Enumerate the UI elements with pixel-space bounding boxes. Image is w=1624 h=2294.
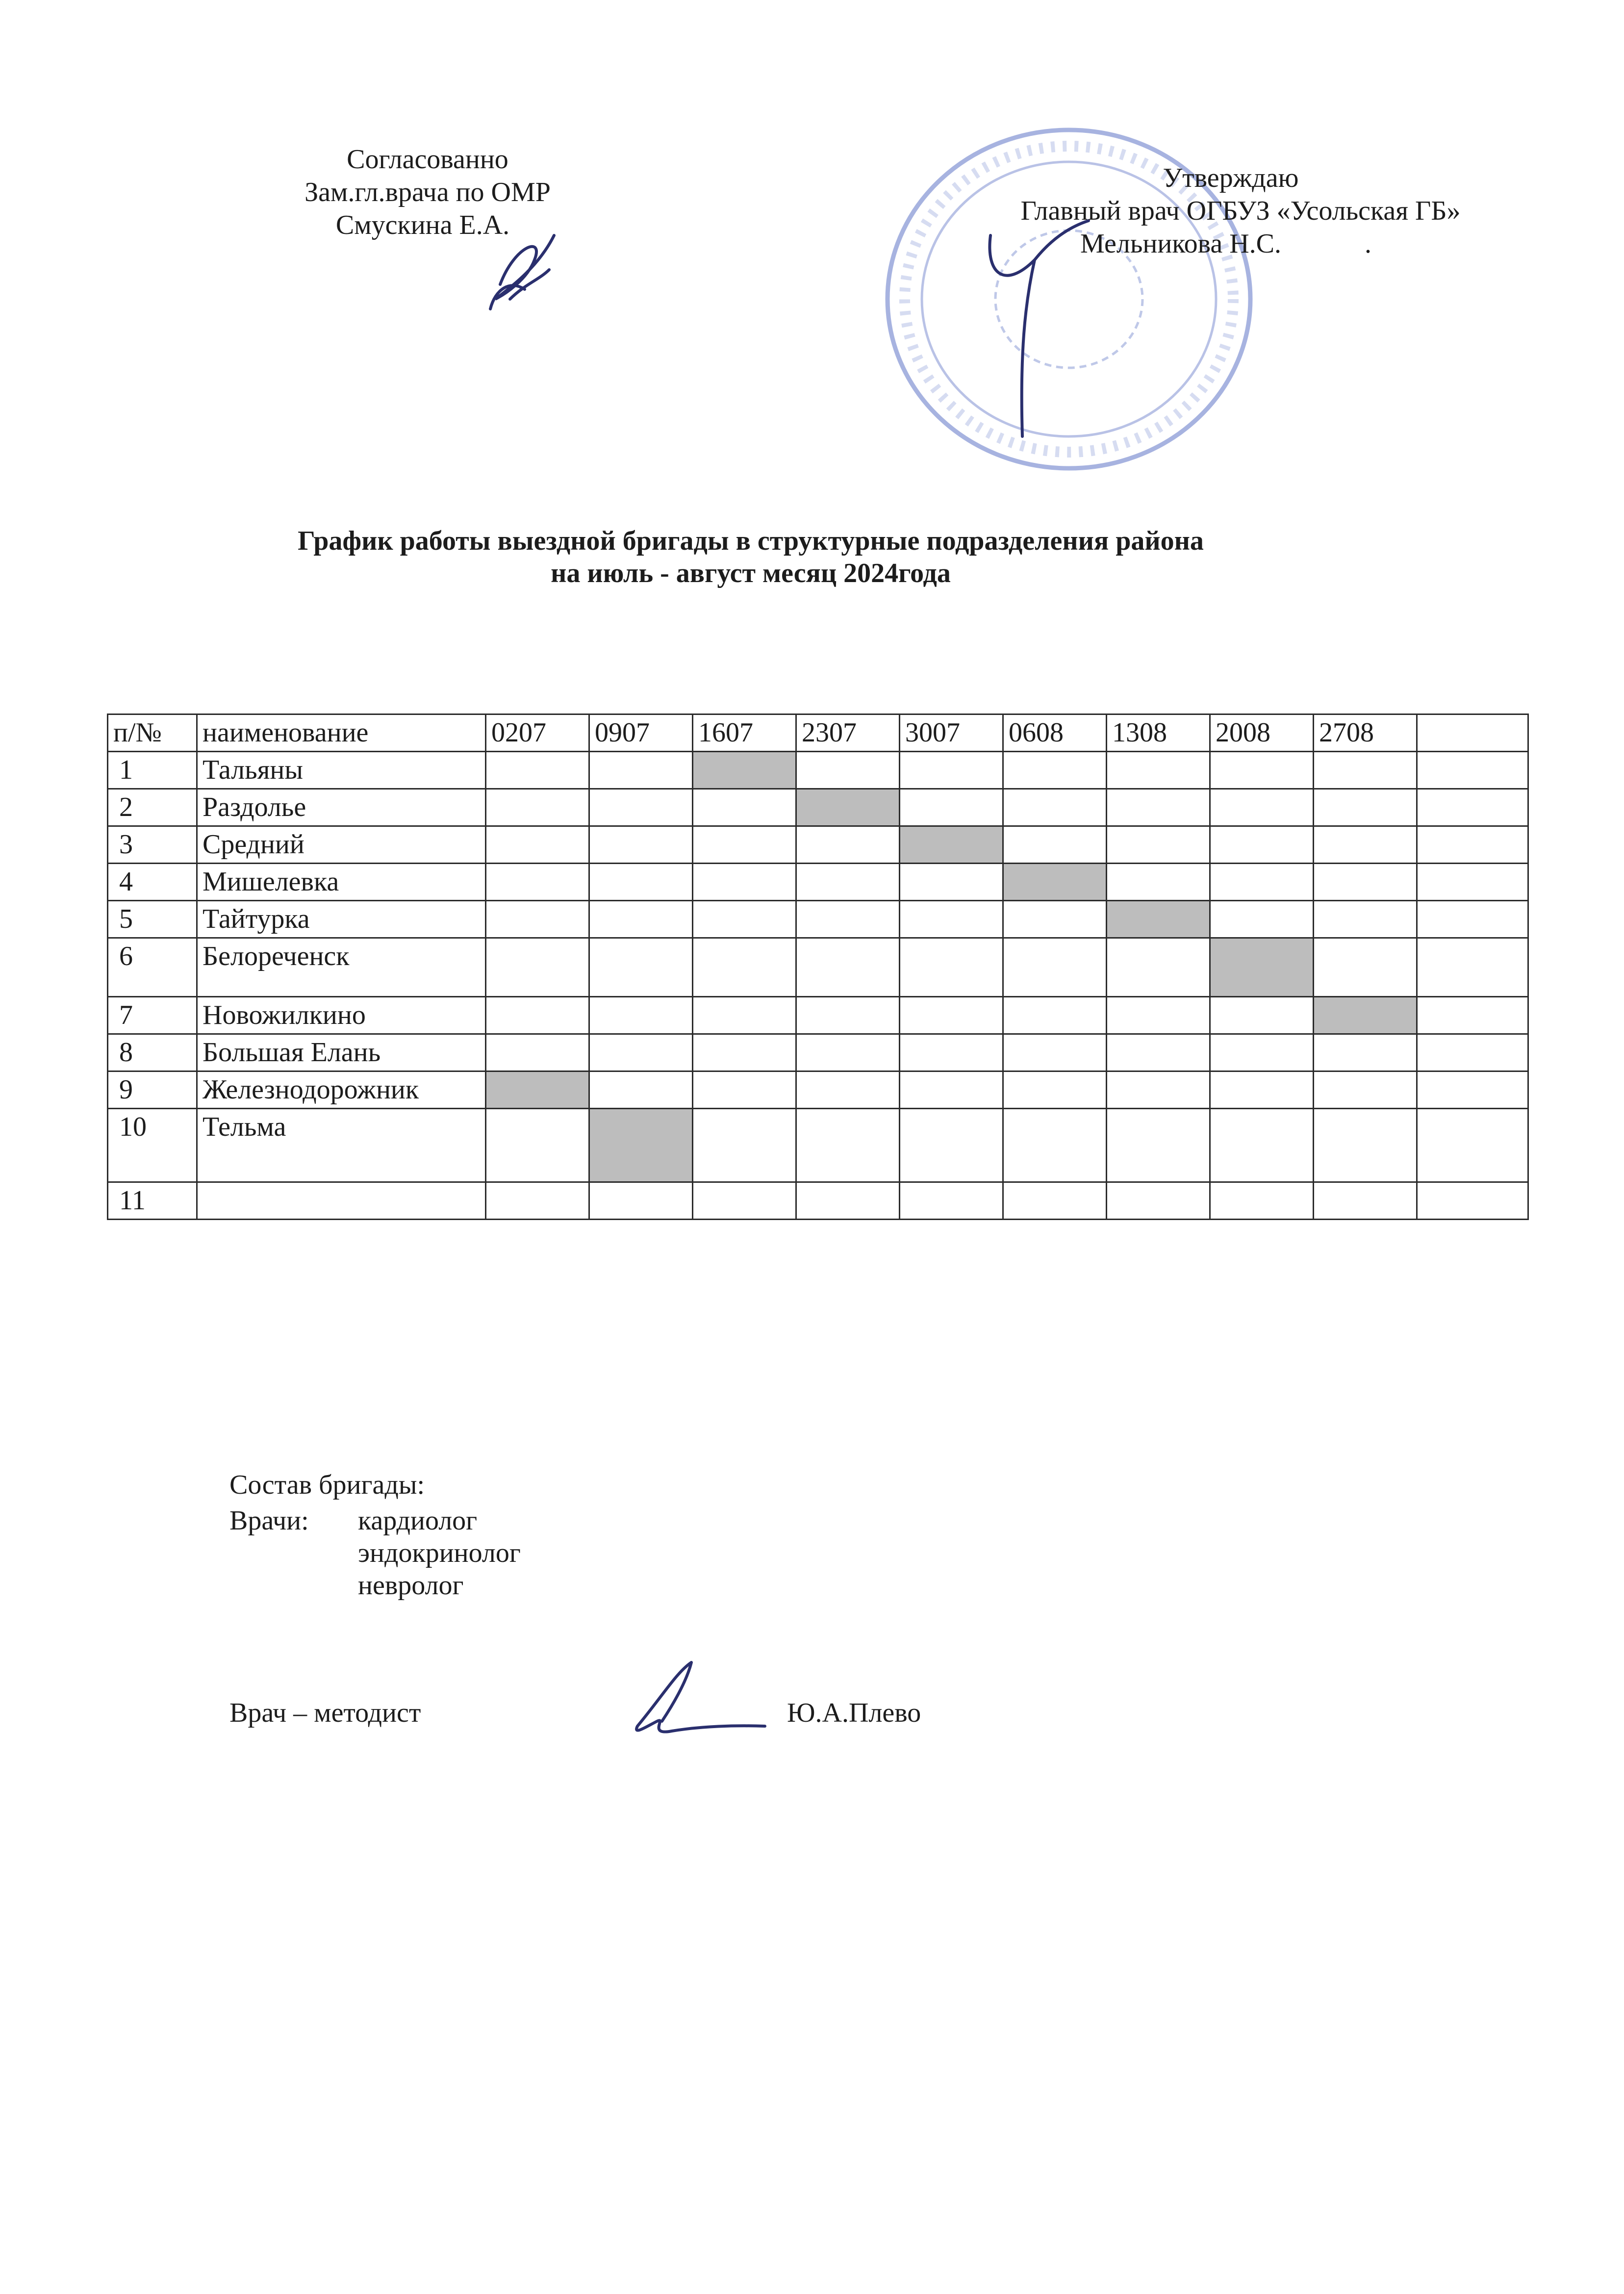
title-line2: на июль - август месяц 2024года [551, 558, 951, 588]
brigade-heading: Состав бригады: [229, 1470, 425, 1500]
schedule-cell [1210, 901, 1314, 938]
schedule-cell [796, 901, 900, 938]
approval-left-line2: Зам.гл.врача по ОМР [304, 177, 551, 207]
schedule-cell [1417, 901, 1528, 938]
schedule-cell [1003, 789, 1107, 826]
scheduled-visit-cell [796, 789, 900, 826]
schedule-cell [900, 1071, 1003, 1109]
row-name: Новожилкино [197, 997, 486, 1034]
header-date: 2708 [1314, 714, 1417, 752]
schedule-cell [589, 1034, 693, 1071]
schedule-cell [1210, 864, 1314, 901]
schedule-cell [693, 1182, 796, 1220]
schedule-cell [900, 901, 1003, 938]
table-row [108, 826, 1528, 864]
schedule-cell [900, 938, 1003, 997]
schedule-cell [1314, 1071, 1417, 1109]
approval-right-name: Мельникова Н.С. [1080, 229, 1282, 259]
schedule-cell [1107, 1071, 1210, 1109]
schedule-cell [796, 1182, 900, 1220]
schedule-cell [900, 1034, 1003, 1071]
schedule-cell [486, 1034, 589, 1071]
scheduled-visit-cell [693, 752, 796, 789]
schedule-cell [1314, 864, 1417, 901]
schedule-cell [1003, 1071, 1107, 1109]
schedule-cell [1210, 1182, 1314, 1220]
row-number: 9 [108, 1071, 197, 1109]
schedule-cell [1003, 938, 1107, 997]
schedule-cell [693, 826, 796, 864]
schedule-cell [1107, 997, 1210, 1034]
schedule-cell [1417, 938, 1528, 997]
schedule-cell [1003, 1034, 1107, 1071]
schedule-cell [1314, 938, 1417, 997]
row-name: Мишелевка [197, 864, 486, 901]
row-number: 11 [108, 1182, 197, 1220]
schedule-cell [486, 938, 589, 997]
schedule-cell [1107, 938, 1210, 997]
scheduled-visit-cell [1003, 864, 1107, 901]
scheduled-visit-cell [589, 1109, 693, 1182]
schedule-cell [693, 864, 796, 901]
schedule-cell [796, 1109, 900, 1182]
schedule-cell [486, 864, 589, 901]
header-date [1417, 714, 1528, 752]
table-row [108, 1109, 1528, 1182]
table-row [108, 997, 1528, 1034]
schedule-cell [1314, 752, 1417, 789]
document-title [0, 525, 1624, 589]
schedule-cell [900, 752, 1003, 789]
schedule-cell [796, 864, 900, 901]
header-date: 3007 [900, 714, 1003, 752]
schedule-cell [589, 997, 693, 1034]
schedule-cell [1417, 752, 1528, 789]
schedule-cell [589, 826, 693, 864]
schedule-cell [1107, 1109, 1210, 1182]
header-date: 1607 [693, 714, 796, 752]
header-date: 2307 [796, 714, 900, 752]
schedule-cell [693, 1034, 796, 1071]
scheduled-visit-cell [1107, 901, 1210, 938]
title-line1: График работы выездной бригады в структурные подразделения района [298, 526, 1204, 556]
table-row [108, 752, 1528, 789]
row-name: Тельма [197, 1109, 486, 1182]
table-row [108, 789, 1528, 826]
doctor-item: кардиолог [358, 1505, 478, 1536]
row-name: Тальяны [197, 752, 486, 789]
header-date: 0608 [1003, 714, 1107, 752]
schedule-cell [900, 1182, 1003, 1220]
schedule-cell [1210, 1071, 1314, 1109]
schedule-cell [693, 1109, 796, 1182]
row-name [197, 1182, 486, 1220]
signature-left [481, 226, 564, 324]
schedule-cell [1003, 997, 1107, 1034]
schedule-cell [1210, 1034, 1314, 1071]
schedule-cell [1417, 864, 1528, 901]
brigade-doctors-label: Врачи: [229, 1505, 309, 1536]
schedule-cell [1003, 901, 1107, 938]
scheduled-visit-cell [486, 1071, 589, 1109]
schedule-cell [1003, 1109, 1107, 1182]
schedule-cell [1314, 1109, 1417, 1182]
schedule-cell [1417, 1182, 1528, 1220]
footer-name: Ю.А.Плево [787, 1698, 921, 1728]
schedule-cell [1417, 997, 1528, 1034]
signature-methodist [618, 1653, 775, 1746]
schedule-cell [1210, 826, 1314, 864]
scheduled-visit-cell [1210, 938, 1314, 997]
footer-role: Врач – методист [229, 1698, 421, 1728]
schedule-cell [693, 789, 796, 826]
schedule-cell [486, 997, 589, 1034]
schedule-cell [589, 1071, 693, 1109]
schedule-cell [693, 938, 796, 997]
schedule-cell [1107, 826, 1210, 864]
schedule-cell [900, 997, 1003, 1034]
schedule-cell [1314, 1182, 1417, 1220]
schedule-cell [589, 789, 693, 826]
schedule-cell [900, 1109, 1003, 1182]
schedule-cell [1003, 752, 1107, 789]
schedule-table [107, 714, 1529, 1220]
schedule-cell [1417, 789, 1528, 826]
header-date: 2008 [1210, 714, 1314, 752]
row-name: Железнодорожник [197, 1071, 486, 1109]
schedule-cell [1210, 1109, 1314, 1182]
brigade-doctors-list [358, 1504, 521, 1602]
doctor-item: невролог [358, 1570, 464, 1601]
header-date: 1308 [1107, 714, 1210, 752]
approval-right-line2: Главный врач ОГБУЗ «Усольская ГБ» [1020, 196, 1461, 226]
schedule-cell [1417, 1109, 1528, 1182]
approval-right-dot: . [1365, 229, 1372, 259]
schedule-cell [1210, 997, 1314, 1034]
schedule-cell [486, 1109, 589, 1182]
schedule-cell [1417, 826, 1528, 864]
table-row [108, 1071, 1528, 1109]
schedule-cell [486, 1182, 589, 1220]
schedule-cell [589, 938, 693, 997]
schedule-cell [589, 1182, 693, 1220]
row-number: 4 [108, 864, 197, 901]
schedule-cell [1417, 1071, 1528, 1109]
schedule-cell [796, 997, 900, 1034]
scheduled-visit-cell [900, 826, 1003, 864]
row-number: 8 [108, 1034, 197, 1071]
scheduled-visit-cell [1314, 997, 1417, 1034]
schedule-cell [1003, 1182, 1107, 1220]
schedule-cell [1107, 1182, 1210, 1220]
schedule-cell [796, 752, 900, 789]
row-name: Большая Елань [197, 1034, 486, 1071]
approval-right-line1: Утверждаю [1163, 163, 1299, 193]
row-number: 10 [108, 1109, 197, 1182]
schedule-cell [1107, 1034, 1210, 1071]
schedule-cell [1314, 789, 1417, 826]
row-number: 5 [108, 901, 197, 938]
schedule-cell [900, 864, 1003, 901]
schedule-cell [589, 752, 693, 789]
approval-right [922, 162, 1559, 260]
table-row [108, 864, 1528, 901]
row-number: 6 [108, 938, 197, 997]
row-name: Средний [197, 826, 486, 864]
schedule-cell [1314, 826, 1417, 864]
table-row [108, 938, 1528, 997]
schedule-cell [693, 901, 796, 938]
table-row [108, 1034, 1528, 1071]
schedule-cell [1417, 1034, 1528, 1071]
approval-left-line1: Согласованно [347, 144, 508, 175]
schedule-cell [693, 997, 796, 1034]
schedule-cell [486, 752, 589, 789]
schedule-cell [796, 1071, 900, 1109]
schedule-cell [486, 789, 589, 826]
header-number: п/№ [108, 714, 197, 752]
schedule-cell [796, 1034, 900, 1071]
row-number: 2 [108, 789, 197, 826]
table-header-row [108, 714, 1528, 752]
schedule-cell [900, 789, 1003, 826]
doctor-item: эндокринолог [358, 1538, 521, 1568]
row-number: 3 [108, 826, 197, 864]
header-date: 0907 [589, 714, 693, 752]
schedule-cell [1003, 826, 1107, 864]
schedule-cell [796, 938, 900, 997]
row-name: Белореченск [197, 938, 486, 997]
header-name: наименование [197, 714, 486, 752]
schedule-cell [796, 826, 900, 864]
schedule-cell [1210, 789, 1314, 826]
schedule-cell [1107, 752, 1210, 789]
approval-right-line3 [922, 228, 1559, 260]
schedule-cell [589, 901, 693, 938]
schedule-cell [1107, 864, 1210, 901]
schedule-cell [693, 1071, 796, 1109]
schedule-body [108, 714, 1528, 1220]
table-row [108, 901, 1528, 938]
schedule-cell [486, 901, 589, 938]
approval-left-line3: Смускина Е.А. [335, 210, 510, 240]
table-row [108, 1182, 1528, 1220]
row-name: Раздолье [197, 789, 486, 826]
schedule-cell [1314, 1034, 1417, 1071]
header-date: 0207 [486, 714, 589, 752]
row-number: 7 [108, 997, 197, 1034]
row-number: 1 [108, 752, 197, 789]
schedule-cell [1210, 752, 1314, 789]
schedule-cell [1107, 789, 1210, 826]
schedule-cell [589, 864, 693, 901]
schedule-cell [1314, 901, 1417, 938]
row-name: Тайтурка [197, 901, 486, 938]
schedule-cell [486, 826, 589, 864]
